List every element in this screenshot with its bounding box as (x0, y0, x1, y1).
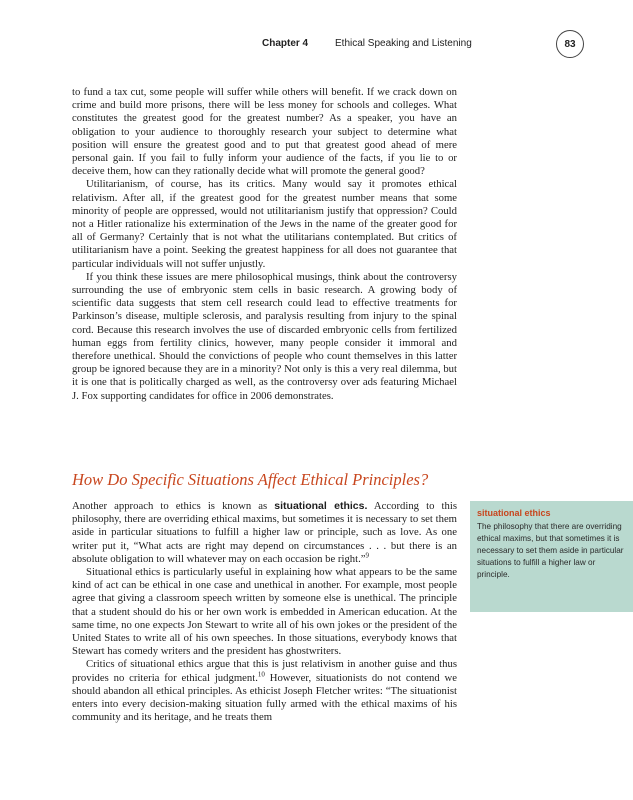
running-header (0, 38, 633, 54)
paragraph: Utilitarianism, of course, has its critics. Many would say it promotes ethical relativism. After all, if the greatest good for the greatest number means that some minority of people are oppressed, would not utilitarianism justify that oppression? Could not a Hitler rationalize his extermination of the Jews in the name of the greater good for all of Germany? Certainly that is not what the utilitarians contemplated. But critics of utilitarianism have a point. Seeking the greatest happiness for all does not guarantee that particular individuals will not suffer unjustly. (72, 178, 457, 270)
chapter-title: Ethical Speaking and Listening (335, 38, 472, 49)
paragraph: If you think these issues are mere philosophical musings, think about the controversy surrounding the use of embryonic stem cells in basic research. A growing body of scientific data suggests that stem cell research could lead to effective treatments for Parkinson’s disease, multiple sclerosis, and paralysis resulting from injury to the spinal cord. Because this research involves the use of discarded embryonic cells from fertilized human eggs from fertility clinics, however, many people consider it immoral and therefore unethical. Should the convictions of people who count themselves in this latter group be ignored because they are in a minority? Not only is this a very real dilemma, but it is one that is politically charged as well, as the controversy over ads featuring Michael J. Fox supporting candidates for office in 2006 demonstrates. (72, 270, 457, 402)
footnote-ref: 10 (257, 670, 265, 679)
paragraph (72, 500, 457, 566)
body-text-top (72, 86, 457, 403)
glossary-term: situational ethics (477, 508, 551, 518)
paragraph-text: According to this philosophy, there are overriding ethical maxims, but sometimes it is necessary to set them aside in particular situations to fulfill a higher law or principle, such as love. As one writer put it, “What acts are right may depend on circumstances . . . but there is an absolute obligation to will whatever may on each occasion be right.” (72, 500, 457, 565)
margin-glossary-box (470, 501, 633, 612)
key-term: situational ethics. (274, 500, 368, 512)
paragraph: Situational ethics is particularly useful in explaining how what appears to be the same kind of act can be ethical in one case and unethical in another. For example, most people agree that giving a classroom speech written by someone else is unethical. The principle that a student should do his or her own work is embedded in American education. At the same time, no one expects Jon Stewart to write all of his own jokes or the president of the United States to write all of his own speeches. In those situations, everybody knows that Stewart has comedy writers and the president has ghostwriters. (72, 566, 457, 658)
chapter-number: Chapter 4 (262, 38, 309, 49)
footnote-ref: 9 (365, 551, 370, 560)
section-heading: How Do Specific Situations Affect Ethical Principles? (72, 470, 429, 489)
glossary-definition: The philosophy that there are overriding ethical maxims, but that sometimes it is necessary to set them aside in particular situations to fulfill a higher law or principle. (477, 522, 624, 579)
page-number: 83 (556, 30, 584, 58)
paragraph-text: Another approach to ethics is known as (72, 500, 275, 512)
paragraph: to fund a tax cut, some people will suffer while others will benefit. If we crack down on crime and build more prisons, there will be less money for schools and colleges. What constitutes the greatest good for the greatest number? As a speaker, you have an obligation to your audience to thoroughly research your subject to determine what position will ensure the greatest good and to put that greatest good ahead of mere personal gain. If you fail to fully inform your audience of the facts, if you lie to or deceive them, how can they rationally decide what will promote the general good? (72, 86, 457, 178)
paragraph (72, 658, 457, 724)
body-text-bottom (72, 500, 457, 724)
paragraph-text: Critics of situational ethics argue that this is just relativism in another guise and thus provides no criteria for ethical judgment. (72, 658, 457, 684)
paragraph-text: However, situationists do not contend we should abandon all ethical principles. As ethicist Joseph Fletcher writes: “The situationist enters into every decision-making situation fully armed with the ethical maxims of his community and its heritage, and he treats them (72, 671, 457, 724)
